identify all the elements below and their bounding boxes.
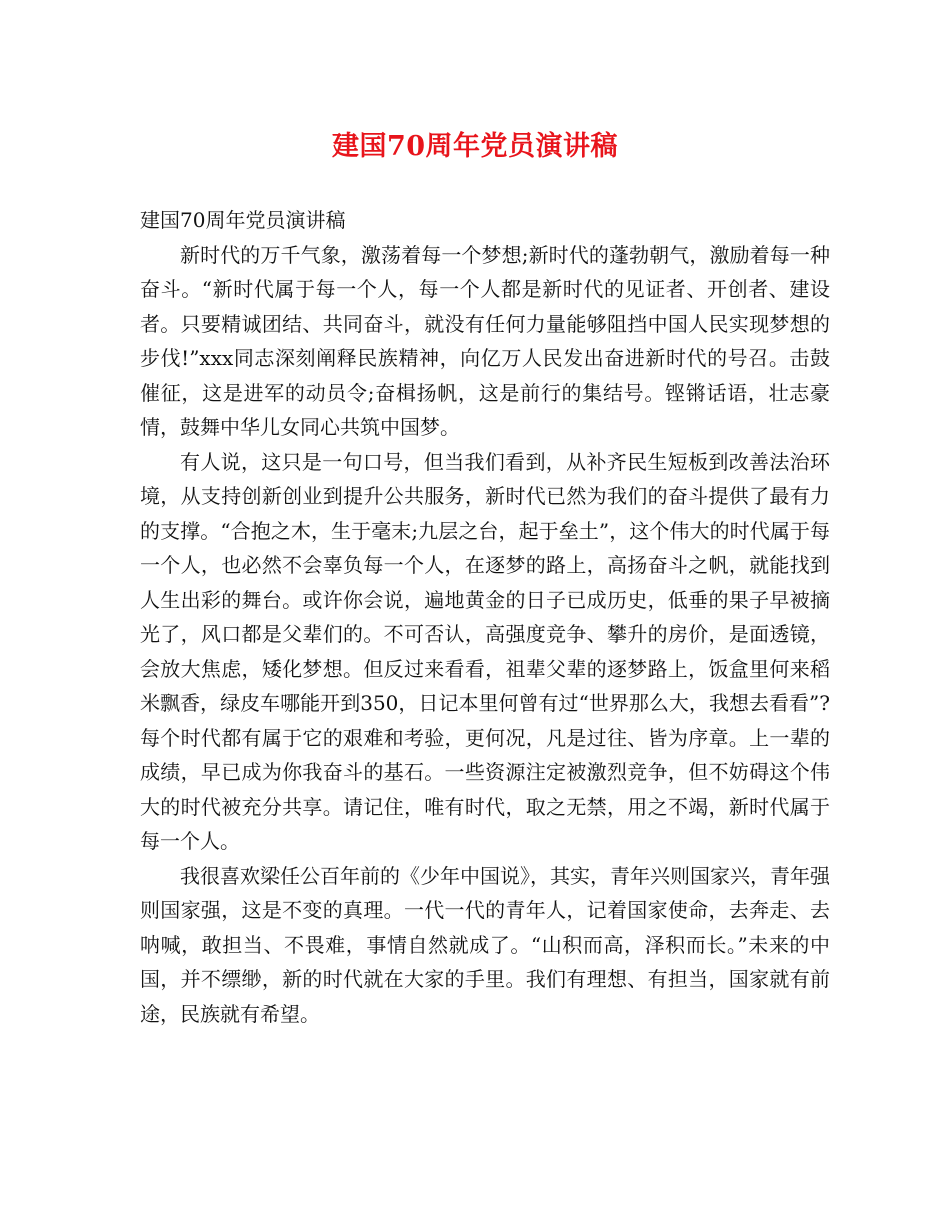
paragraph-3: 我很喜欢梁任公百年前的《少年中国说》，其实，青年兴则国家兴，青年强则国家强，这是不变的真理。一代一代的青年人，记着国家使命，去奔走、去呐喊，敢担当、不畏难，事情自然就成了。“山积而高，泽积而长。”未来的中国，并不缥缈，新的时代就在大家的手里。我们有理想、有担当，国家就有前途，民族就有希望。: [140, 863, 830, 1026]
document-subtitle: 建国70周年党员演讲稿: [140, 208, 346, 232]
document-body: [140, 203, 830, 1031]
paragraph-2: 有人说，这只是一句口号，但当我们看到，从补齐民生短板到改善法治环境，从支持创新创业到提升公共服务，新时代已然为我们的奋斗提供了最有力的支撑。“合抱之木，生于毫末;九层之台，起于垒土”，这个伟大的时代属于每一个人，也必然不会辜负每一个人，在逐梦的路上，高扬奋斗之帆，就能找到人生出彩的舞台。或许你会说，遍地黄金的日子已成历史，低垂的果子早被摘光了，风口都是父辈们的。不可否认，高强度竞争、攀升的房价，是面透镜，会放大焦虑，矮化梦想。但反过来看看，祖辈父辈的逐梦路上，饭盒里何来稻米飘香，绿皮车哪能开到350，日记本里何曾有过“世界那么大，我想去看看”?每个时代都有属于它的艰难和考验，更何况，凡是过往、皆为序章。上一辈的成绩，早已成为你我奋斗的基石。一些资源注定被激烈竞争，但不妨碍这个伟大的时代被充分共享。请记住，唯有时代，取之无禁，用之不竭，新时代属于每一个人。: [140, 449, 830, 853]
paragraph-1: 新时代的万千气象，激荡着每一个梦想;新时代的蓬勃朝气，激励着每一种奋斗。“新时代属于每一个人，每一个人都是新时代的见证者、开创者、建设者。只要精诚团结、共同奋斗，就没有任何力量能够阻挡中国人民实现梦想的步伐!”xxx同志深刻阐释民族精神，向亿万人民发出奋进新时代的号召。击鼓催征，这是进军的动员令;奋楫扬帆，这是前行的集结号。铿锵话语，壮志豪情，鼓舞中华儿女同心共筑中国梦。: [140, 242, 830, 439]
document-title: 建国70周年党员演讲稿: [331, 131, 619, 162]
